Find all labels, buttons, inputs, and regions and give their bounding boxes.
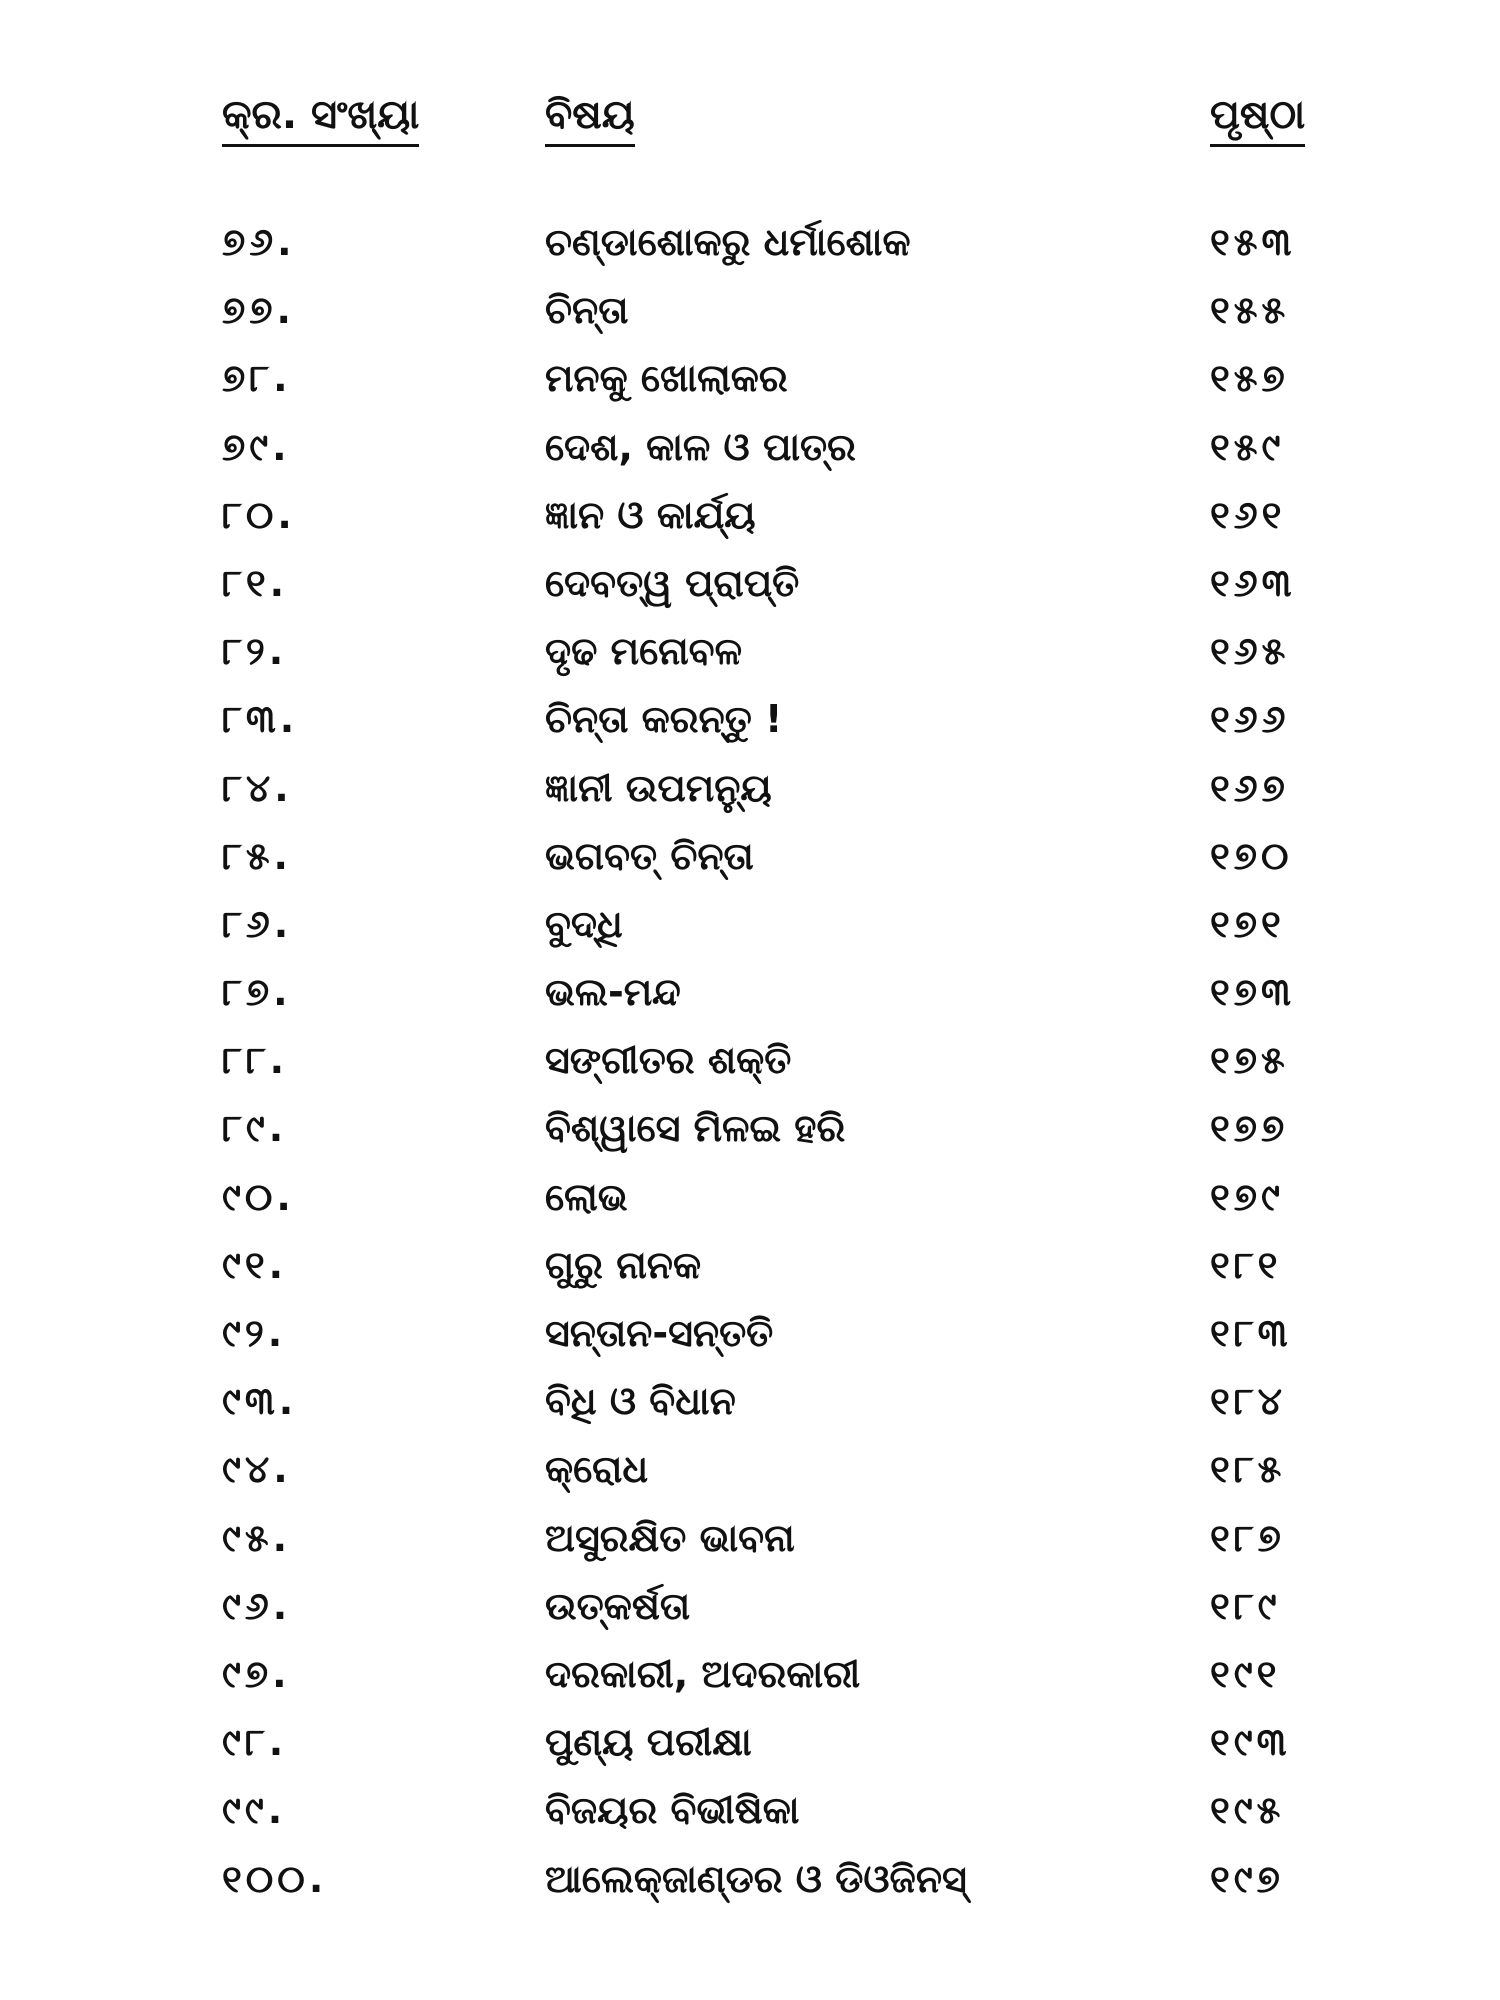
serial-number: ୯୧. <box>222 1242 288 1287</box>
serial-number: ୯୨. <box>222 1311 287 1355</box>
page-number: ୧୫୭ <box>1210 356 1289 401</box>
page-number: ୧୭୫ <box>1210 1038 1289 1083</box>
list-item <box>0 1098 1500 1166</box>
subject-title: ଜ୍ଞାନୀ ଉପମନ୍ୟୁ <box>545 765 772 810</box>
list-item <box>0 1167 1500 1235</box>
list-item <box>0 758 1500 826</box>
subject-title: ସଙ୍ଗୀତର ଶକ୍ତି <box>545 1038 792 1083</box>
page-number: ୧୯୫ <box>1210 1788 1285 1833</box>
subject-title: କ୍ରୋଧ <box>545 1447 649 1492</box>
subject-title: ବିଶ୍ୱାସେ ମିଳଇ ହରି <box>545 1106 846 1151</box>
serial-number: ୭୬. <box>222 220 296 264</box>
subject-title: ଚିନ୍ତା <box>545 288 629 333</box>
serial-number: ୭୭. <box>222 288 295 333</box>
page-number: ୧୭୯ <box>1210 1174 1284 1219</box>
list-item <box>0 1235 1500 1303</box>
serial-number: ୮୮. <box>222 1038 289 1083</box>
page-number: ୧୯୩ <box>1210 1720 1291 1765</box>
list-item <box>0 689 1500 757</box>
page-number: ୧୭୧ <box>1210 901 1285 946</box>
page-number: ୧୮୯ <box>1210 1583 1281 1628</box>
subject-title: ବୁଦ୍ଧି <box>545 901 623 946</box>
page-number: ୧୭୦ <box>1210 833 1293 878</box>
list-item <box>0 1712 1500 1780</box>
subject-title: ଆଲେକ୍‌ଜାଣ୍ଡର ଓ ଡିଓଜିନସ୍ <box>545 1856 967 1901</box>
subject-title: ଲୋଭ <box>545 1174 628 1219</box>
subject-title: ବିଧି ଓ ବିଧାନ <box>545 1379 736 1424</box>
subject-title: ଦୃଢ ମନୋବଳ <box>545 629 743 674</box>
serial-number: ୭୮. <box>222 356 292 401</box>
serial-number: ୯୪. <box>222 1447 292 1492</box>
list-item <box>0 1576 1500 1644</box>
list-item <box>0 1030 1500 1098</box>
list-item <box>0 280 1500 348</box>
page-number: ୧୭୭ <box>1210 1106 1289 1151</box>
serial-number: ୮୭. <box>222 970 292 1015</box>
list-item <box>0 417 1500 485</box>
serial-number: ୧୦୦. <box>222 1856 328 1901</box>
list-item <box>0 485 1500 553</box>
serial-number: ୯୬. <box>222 1583 292 1628</box>
subject-title: ଦରକାରୀ, ଅଦରକାରୀ <box>545 1651 861 1696</box>
serial-number: ୮୬. <box>222 901 293 946</box>
subject-title: ଚିନ୍ତା କରନ୍ତୁ ! <box>545 697 783 742</box>
list-item <box>0 1303 1500 1371</box>
page-number: ୧୬୭ <box>1210 765 1289 810</box>
page-number: ୧୭୩ <box>1210 970 1295 1015</box>
list-item <box>0 1780 1500 1848</box>
list-item <box>0 894 1500 962</box>
serial-number: ୮୯. <box>222 1106 288 1151</box>
list-item <box>0 212 1500 280</box>
page-number: ୧୫୩ <box>1210 220 1296 264</box>
list-item <box>0 1644 1500 1712</box>
list-item <box>0 1849 1500 1917</box>
list-item <box>0 621 1500 689</box>
serial-number: ୮୫. <box>222 833 292 878</box>
page-number: ୧୫୫ <box>1210 288 1290 333</box>
serial-number: ୮୦. <box>222 492 296 537</box>
list-item <box>0 962 1500 1030</box>
page-number: ୧୮୪ <box>1210 1379 1286 1424</box>
list-item <box>0 1371 1500 1439</box>
subject-title: ମନକୁ ଖୋଲାକର <box>545 356 788 401</box>
page-number: ୧୮୩ <box>1210 1311 1292 1355</box>
subject-title: ଉତ୍କର୍ଷତା <box>545 1583 691 1628</box>
serial-number: ୮୩. <box>222 697 299 742</box>
subject-title: ଦେଶ, କାଳ ଓ ପାତ୍ର <box>545 424 856 469</box>
subject-title: ଭଲ-ମନ୍ଦ <box>545 970 681 1015</box>
serial-number: ୮୪. <box>222 765 293 810</box>
subject-title: ବିଜୟର ବିଭୀଷିକା <box>545 1788 800 1833</box>
list-item <box>0 1508 1500 1576</box>
subject-title: ଭଗବତ୍ ଚିନ୍ତା <box>545 833 754 878</box>
serial-number: ୮୨. <box>222 629 288 674</box>
header-subject: ବିଷୟ <box>545 92 635 147</box>
contents-list <box>0 212 1500 1917</box>
page-number: ୧୬୬ <box>1210 697 1290 742</box>
serial-number: ୯୭. <box>222 1651 291 1696</box>
subject-title: ଜ୍ଞାନ ଓ କାର୍ଯ୍ୟ <box>545 492 756 537</box>
list-item <box>0 1439 1500 1507</box>
serial-number: ୯୯. <box>222 1788 287 1833</box>
list-item <box>0 553 1500 621</box>
subject-title: ସନ୍ତାନ-ସନ୍ତତି <box>545 1311 774 1355</box>
page-number: ୧୬୧ <box>1210 492 1286 537</box>
subject-title: ଅସୁରକ୍ଷିତ ଭାବନା <box>545 1515 795 1560</box>
serial-number: ୯୦. <box>222 1174 295 1219</box>
subject-title: ଦେବତ୍ୱ ପ୍ରାପ୍ତି <box>545 560 800 605</box>
page-number: ୧୮୫ <box>1210 1447 1286 1492</box>
serial-number: ୯୮. <box>222 1720 288 1765</box>
header-serial-number: କ୍ର. ସଂଖ୍ୟା <box>222 92 419 147</box>
page-number: ୧୫୯ <box>1210 424 1285 469</box>
table-header <box>0 92 1500 152</box>
serial-number: ୯୩. <box>222 1379 298 1424</box>
page-number: ୧୯୭ <box>1210 1856 1284 1901</box>
serial-number: ୮୧. <box>222 560 289 605</box>
page-number: ୧୮୭ <box>1210 1515 1285 1560</box>
list-item <box>0 826 1500 894</box>
subject-title: ଗୁରୁ ନାନକ <box>545 1242 702 1287</box>
list-item <box>0 348 1500 416</box>
serial-number: ୭୯. <box>222 424 291 469</box>
serial-number: ୯୫. <box>222 1515 292 1560</box>
subject-title: ଚଣ୍ଡାଶୋକରୁ ଧର୍ମାଶୋକ <box>545 220 911 264</box>
page-number: ୧୬୫ <box>1210 629 1290 674</box>
page-number: ୧୬୩ <box>1210 560 1296 605</box>
page-number: ୧୮୧ <box>1210 1242 1282 1287</box>
page-number: ୧୯୧ <box>1210 1651 1281 1696</box>
subject-title: ପୁଣ୍ୟ ପରୀକ୍ଷା <box>545 1720 752 1765</box>
header-page: ପୃଷ୍ଠା <box>1210 92 1305 147</box>
